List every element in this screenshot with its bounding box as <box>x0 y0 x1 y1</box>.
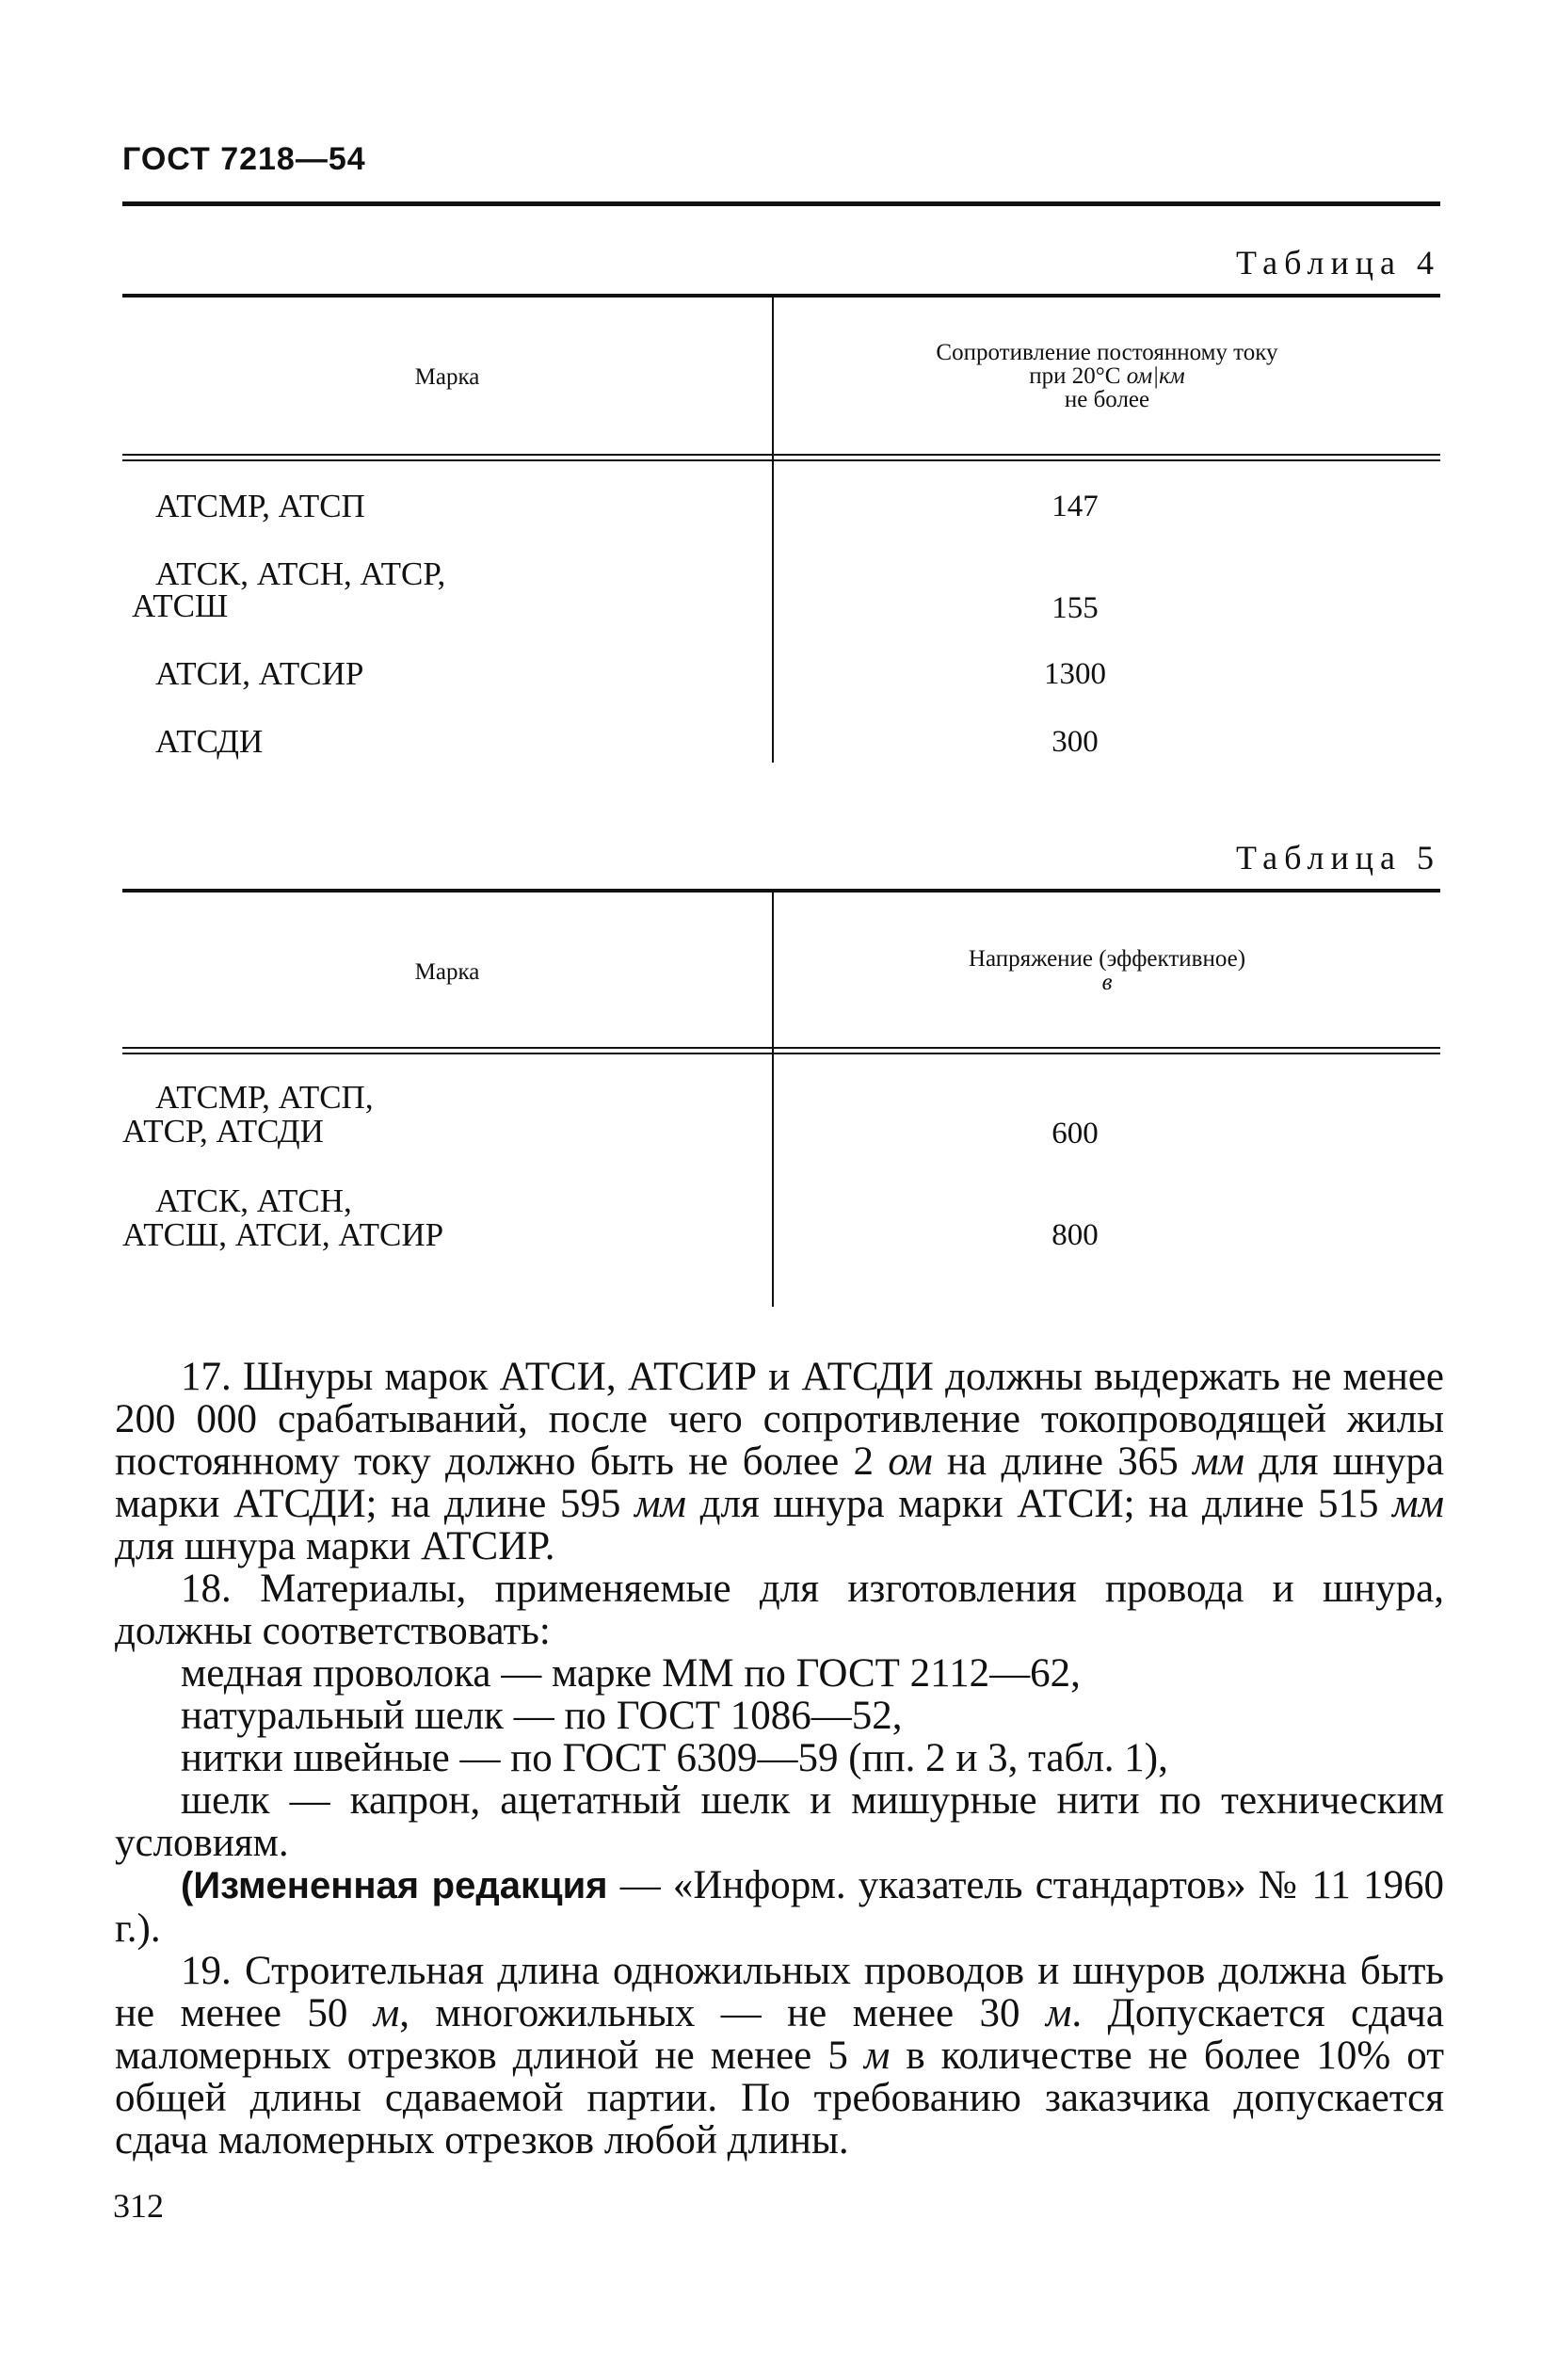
header-rule <box>122 201 1440 206</box>
p18-item-capron: шелк — капрон, ацетатный шелк и мишурные нити по техническим условиям. <box>115 1778 1444 1865</box>
amendment-label: (Измененная редакция <box>181 1865 608 1906</box>
table4-row2-marka-line2: АТСШ <box>132 587 229 624</box>
table4-header-marka: Марка <box>414 364 480 390</box>
body-text <box>115 1356 1444 2162</box>
table5-header-line1: Напряжение (эффективное) <box>968 946 1246 972</box>
p17-unit-mm-1: мм <box>1193 1439 1244 1484</box>
paragraph-18: 18. Материалы, применяемые для изготовления провода и шнура, должны соответствовать: <box>115 1567 1444 1653</box>
table4-caption: Таблица 4 <box>1236 244 1440 281</box>
table4-row3-marka: АТСИ, АТСИР <box>155 655 364 692</box>
table4-header-rule-2 <box>122 459 1440 461</box>
table5-header-rule-1 <box>122 1047 1440 1049</box>
p19-part-c: . Допускается сдача маломерных отрезков длиной не менее 5 <box>115 1991 1444 2078</box>
amendment-ref: — «Информ. указатель стандартов» № 11 1960 г.). <box>115 1863 1445 1951</box>
table5-row1-marka-line2: АТСР, АТСДИ <box>122 1113 324 1150</box>
table4-header-line2 <box>774 364 1440 388</box>
p18-item-copper: медная проволока — марке ММ по ГОСТ 2112—62, <box>181 1651 1081 1696</box>
table4-header-line1: Сопротивление постоянному току <box>936 340 1278 365</box>
p19-unit-m-3: м <box>863 2034 891 2078</box>
paragraph-19 <box>115 1950 1444 2162</box>
table4-row3-value: 1300 <box>1044 657 1106 691</box>
table4-row1-value: 147 <box>1051 490 1099 523</box>
p17-part-d: для шнура марки АТСИ; на длине 515 <box>699 1482 1379 1526</box>
table5-header-rule-2 <box>122 1053 1440 1054</box>
table4-row4-value: 300 <box>1051 725 1099 759</box>
table5-row1-value: 600 <box>1051 1117 1099 1150</box>
table5-caption: Таблица 5 <box>1236 839 1440 876</box>
p17-part-e: для шнура марки АТСИР. <box>115 1524 555 1568</box>
p17-unit-mm-2: мм <box>634 1482 686 1526</box>
amendment-note <box>115 1864 1444 1950</box>
table4 <box>122 294 1440 764</box>
p19-part-b: , многожильных — не менее 30 <box>399 1991 1020 2035</box>
table4-top-rule <box>122 294 1440 298</box>
p17-part-c: для шнура марки АТСДИ; на длине 595 <box>115 1439 1445 1526</box>
table4-header-line3: не более <box>1064 387 1150 412</box>
p19-part-a: 19. Строительная длина одножильных проводов и шнуров должна быть не менее 50 <box>115 1949 1444 2035</box>
table4-row4-marka: АТСДИ <box>155 723 264 760</box>
table5-header-unit: в <box>1101 970 1113 995</box>
p18-item-thread: нитки швейные — по ГОСТ 6309—59 (пп. 2 и 3, табл. 1), <box>181 1736 1168 1780</box>
table5-row2-marka-line1: АТСК, АТСН, <box>155 1182 352 1219</box>
table4-header-value <box>774 341 1440 411</box>
table5-row2-marka-line2: АТСШ, АТСИ, АТСИР <box>122 1216 444 1253</box>
p17-part-a: 17. Шнуры марок АТСИ, АТСИР и АТСДИ должны выдержать не менее 200 000 срабатываний, после чего сопротивление токопроводящей жилы постоянному току должно быть не более 2 <box>115 1355 1444 1484</box>
p17-unit-mm-3: мм <box>1392 1482 1445 1526</box>
table4-header-temp: при 20°С <box>1029 363 1121 389</box>
p18-item-silk: натуральный шелк — по ГОСТ 1086—52, <box>181 1694 903 1738</box>
p19-unit-m-1: м <box>373 1991 400 2035</box>
table5 <box>122 889 1440 1312</box>
table4-header-unit: ом|км <box>1126 363 1185 389</box>
page-number: 312 <box>113 2187 164 2225</box>
p17-unit-ohm: ом <box>888 1439 933 1484</box>
p19-part-d: в количестве не более 10% от общей длины сдаваемой партии. По требованию заказчика допускается сдача маломерных отрезков любой длины. <box>115 2034 1444 2163</box>
p19-unit-m-2: м <box>1045 1991 1072 2035</box>
table5-row1-marka-line1: АТСМР, АТСП, <box>155 1079 374 1116</box>
table5-row2-value: 800 <box>1051 1218 1099 1252</box>
p17-part-b: на длине 365 <box>947 1439 1179 1484</box>
table5-header-value <box>774 947 1440 994</box>
table4-row2-value: 155 <box>1051 591 1099 625</box>
table4-row2-marka-line1: АТСК, АТСН, АТСР, <box>155 555 446 592</box>
table5-header-marka: Марка <box>414 959 480 985</box>
document-header: ГОСТ 7218—54 <box>122 141 366 177</box>
paragraph-17 <box>115 1356 1444 1568</box>
table4-row1-marka: АТСМР, АТСП <box>155 488 365 524</box>
table5-top-rule <box>122 889 1440 892</box>
table4-header-rule-1 <box>122 454 1440 456</box>
